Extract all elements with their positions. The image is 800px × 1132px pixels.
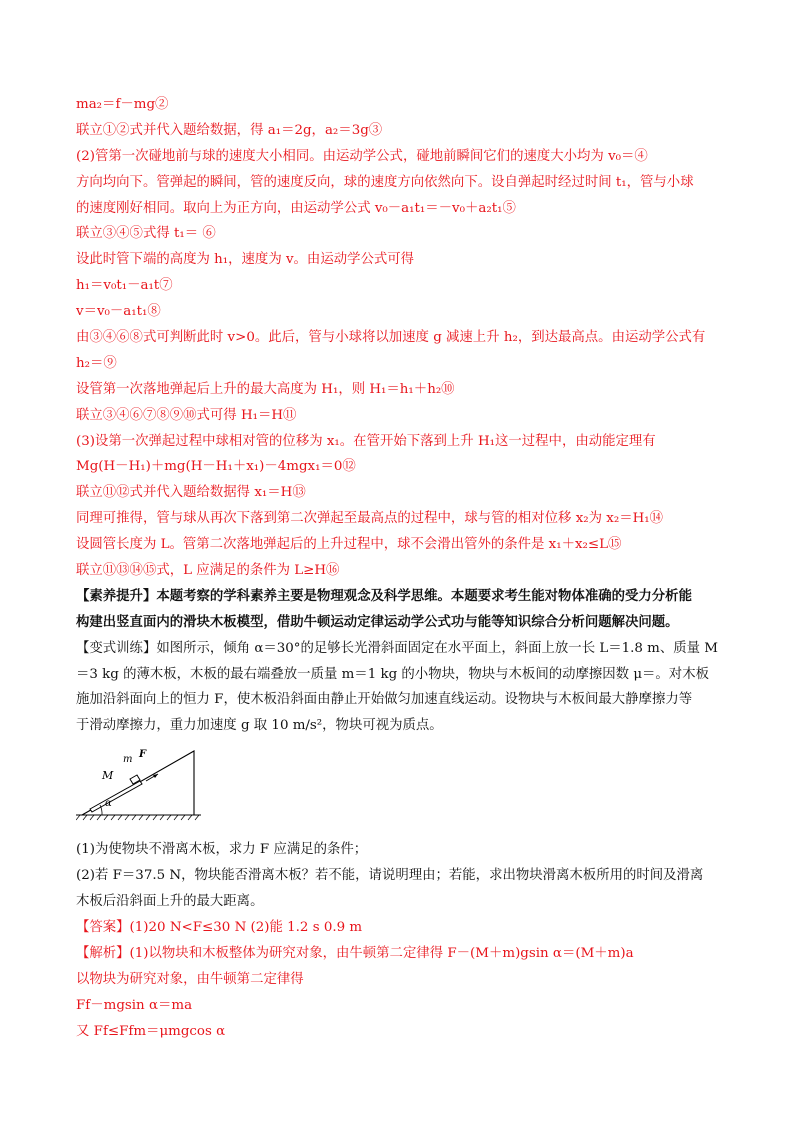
text-line: 设圆管长度为 L。管第二次落地弹起后的上升过程中，球不会滑出管外的条件是 x₁＋x₂≤L⑮ bbox=[76, 537, 622, 553]
text-line: 【解析】(1)以物块和木板整体为研究对象，由牛顿第二定律得 F－(M＋m)gsin α＝(M＋m)a bbox=[76, 945, 634, 961]
text-line: v＝v₀－a₁t₁⑧ bbox=[76, 304, 161, 320]
text-line: 联立③④⑥⑦⑧⑨⑩式可得 H₁＝H⑪ bbox=[76, 407, 297, 423]
incline-figure bbox=[76, 739, 726, 837]
text-line: 方向均向下。管弹起的瞬间，管的速度反向，球的速度方向依然向下。设自弹起时经过时间 t₁，管与小球 bbox=[76, 174, 694, 190]
text-line: 联立⑪⑬⑭⑮式，L 应满足的条件为 L≥H⑯ bbox=[76, 563, 340, 579]
text-line: 于滑动摩擦力，重力加速度 g 取 10 m/s²，物块可视为质点。 bbox=[76, 718, 443, 734]
text-line: 设管第一次落地弹起后上升的最大高度为 H₁，则 H₁＝h₁＋h₂⑩ bbox=[76, 381, 455, 397]
document-page bbox=[76, 92, 726, 1044]
text-line: 【变式训练】如图所示，倾角 α＝30°的足够长光滑斜面固定在水平面上，斜面上放一长 L＝1.8 m、质量 M bbox=[76, 640, 719, 656]
text-line: ma₂＝f－mg② bbox=[76, 97, 169, 112]
text-line: 由③④⑥⑧式可判断此时 v>0。此后，管与小球将以加速度 g 减速上升 h₂，到达最高点。由运动学公式有 bbox=[76, 330, 706, 346]
label-alpha: α bbox=[105, 798, 112, 810]
text-line: 木板后沿斜面上升的最大距离。 bbox=[76, 894, 264, 910]
text-line: h₁＝v₀t₁－a₁t⑦ bbox=[76, 278, 173, 294]
text-line: (3)设第一次弹起过程中球相对管的位移为 x₁。在管开始下落到上升 H₁这一过程中，由动能定理有 bbox=[76, 433, 656, 449]
text-line: 【素养提升】本题考察的学科素养主要是物理观念及科学思维。本题要求考生能对物体准确的受力分析能 bbox=[76, 587, 692, 604]
text-line: (2)若 F＝37.5 N，物块能否滑离木板？若不能，请说明理由；若能，求出物块滑离木板所用的时间及滑离 bbox=[76, 868, 704, 884]
solution-text-bottom bbox=[76, 837, 726, 1044]
text-line: Mg(H－H₁)＋mg(H－H₁＋x₁)－4mgx₁＝0⑫ bbox=[76, 459, 356, 475]
text-line: 联立③④⑤式得 t₁＝ ⑥ bbox=[76, 226, 216, 242]
text-line: (2)管第一次碰地前与球的速度大小相同。由运动学公式，碰地前瞬间它们的速度大小均为 v₀＝④ bbox=[76, 148, 648, 164]
text-line: 以物块为研究对象，由牛顿第二定律得 bbox=[76, 971, 304, 987]
text-line: (1)为使物块不滑离木板，求力 F 应满足的条件； bbox=[76, 842, 368, 858]
text-line: 设此时管下端的高度为 h₁，速度为 v。由运动学公式可得 bbox=[76, 252, 415, 268]
text-line: 又 Ff≤Ffm＝μmgcos α bbox=[76, 1023, 226, 1039]
text-line: Ff－mgsin α＝ma bbox=[76, 997, 193, 1013]
text-line: 构建出竖直面内的滑块木板模型，借助牛顿运动定律运动学公式功与能等知识综合分析问题解决问题。 bbox=[76, 613, 679, 630]
text-line: 联立①②式并代入题给数据，得 a₁＝2g，a₂＝3g③ bbox=[76, 122, 383, 138]
text-line: 同理可推得，管与球从再次下落到第二次弹起至最高点的过程中，球与管的相对位移 x₂为 x₂＝H₁⑭ bbox=[76, 511, 664, 527]
label-M: M bbox=[102, 769, 114, 783]
text-line: 【答案】(1)20 N<F≤30 N (2)能 1.2 s 0.9 m bbox=[76, 919, 363, 935]
text-line: 联立⑪⑫式并代入题给数据得 x₁＝H⑬ bbox=[76, 485, 306, 501]
label-F: F bbox=[139, 749, 147, 761]
text-line: 施加沿斜面向上的恒力 F，使木板沿斜面由静止开始做匀加速直线运动。设物块与木板间最大静摩擦力等 bbox=[76, 692, 693, 708]
text-line: h₂＝⑨ bbox=[76, 355, 117, 371]
label-m: m bbox=[123, 754, 133, 766]
text-line: ＝3 kg 的薄木板，木板的最右端叠放一质量 m＝1 kg 的小物块，物块与木板间的动摩擦因数 μ＝。对木板 bbox=[76, 666, 709, 682]
solution-text-top bbox=[76, 92, 726, 739]
text-line: 的速度刚好相同。取向上为正方向，由运动学公式 v₀－a₁t₁＝－v₀＋a₂t₁⑤ bbox=[76, 200, 516, 216]
